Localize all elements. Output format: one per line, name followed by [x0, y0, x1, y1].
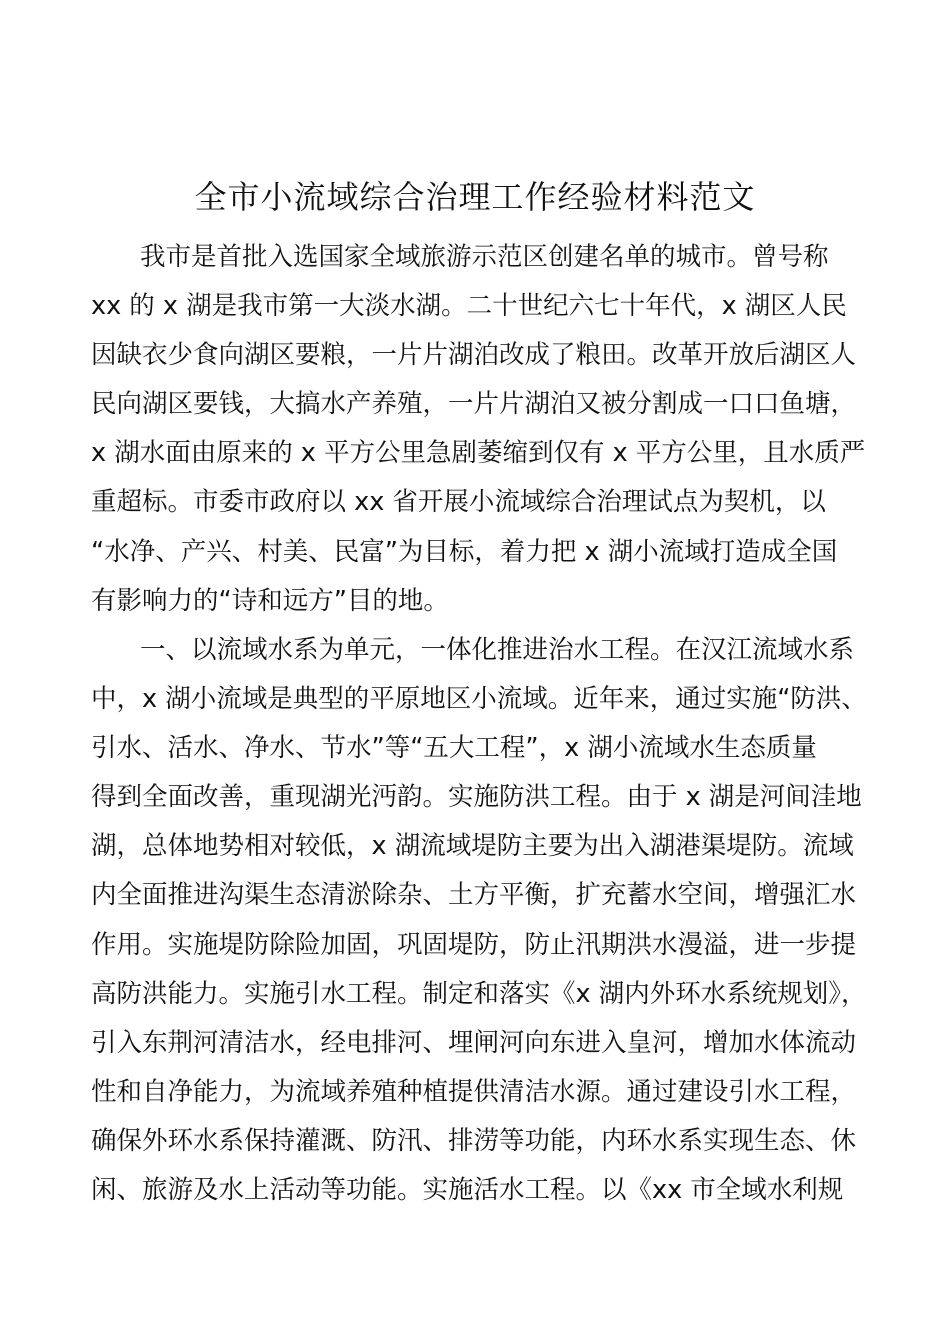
paragraph-line: 因缺衣少食向湖区要粮，一片片湖泊改成了粮田。改革开放后湖区人 — [91, 340, 857, 370]
paragraph-line: 中，x 湖小流域是典型的平原地区小流域。近年来，通过实施“防洪、 — [91, 684, 867, 714]
paragraph-line: 引水、活水、净水、节水”等“五大工程”，x 湖小流域水生态质量 — [91, 733, 817, 763]
paragraph-line: 性和自净能力，为流域养殖种植提供清洁水源。通过建设引水工程， — [91, 1077, 857, 1107]
paragraph-line: 我市是首批入选国家全域旅游示范区创建名单的城市。曾号称 — [140, 242, 829, 272]
paragraph-line: 一、以流域水系为单元，一体化推进治水工程。在汉江流域水系 — [140, 635, 855, 665]
paragraph-line: 内全面推进沟渠生态清淤除杂、土方平衡，扩充蓄水空间，增强汇水 — [91, 880, 857, 910]
paragraph-line: 湖，总体地势相对较低，x 湖流域堤防主要为出入湖港渠堤防。流域 — [91, 831, 854, 861]
paragraph-line: xx 的 x 湖是我市第一大淡水湖。二十世纪六七十年代，x 湖区人民 — [91, 291, 847, 321]
document-title: 全市小流域综合治理工作经验材料范文 — [194, 178, 756, 216]
paragraph-line: 有影响力的“诗和远方”目的地。 — [91, 586, 449, 616]
paragraph-line: 作用。实施堤防除险加固，巩固堤防，防止汛期洪水漫溢，进一步提 — [91, 930, 857, 960]
paragraph-line: 高防洪能力。实施引水工程。制定和落实《x 湖内外环水系统规划》， — [91, 979, 867, 1009]
paragraph-line: 确保外环水系保持灌溉、防汛、排涝等功能，内环水系实现生态、休 — [91, 1126, 857, 1156]
paragraph-line: “水净、产兴、村美、民富”为目标，着力把 x 湖小流域打造成全国 — [91, 537, 838, 567]
paragraph-line: 引入东荆河清洁水，经电排河、埋闸河向东进入皇河，增加水体流动 — [91, 1028, 857, 1058]
paragraph-line: 重超标。市委市政府以 xx 省开展小流域综合治理试点为契机，以 — [91, 487, 826, 517]
paragraph-line: x 湖水面由原来的 x 平方公里急剧萎缩到仅有 x 平方公里，且水质严 — [91, 438, 866, 468]
paragraph-line: 得到全面改善，重现湖光沔韵。实施防洪工程。由于 x 湖是河间洼地 — [91, 782, 862, 812]
paragraph-line: 民向湖区要钱，大搞水产养殖，一片片湖泊又被分割成一口口鱼塘， — [91, 389, 857, 419]
paragraph-line: 闲、旅游及水上活动等功能。实施活水工程。以《xx 市全域水利规 — [91, 1175, 844, 1205]
